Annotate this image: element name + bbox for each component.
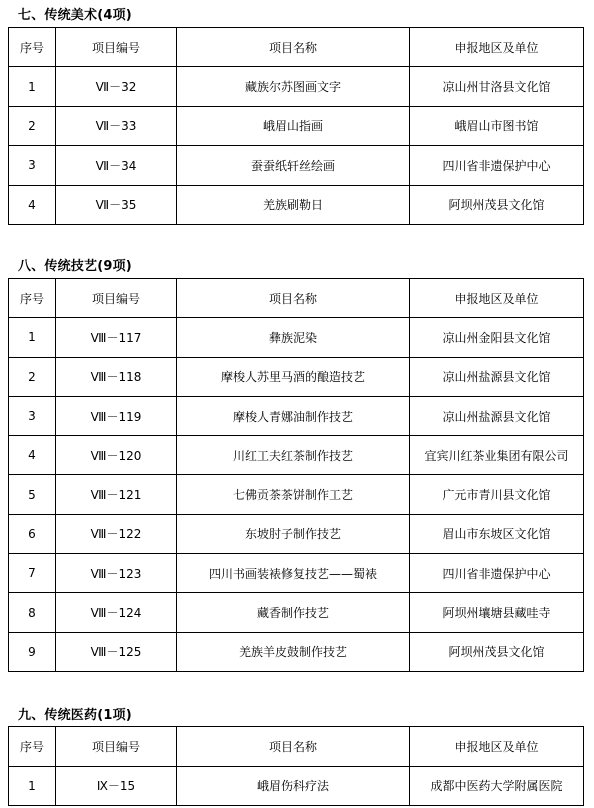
section-table	[8, 278, 584, 672]
section-title: 七、传统美术(4项)	[18, 8, 132, 23]
cell-unit: 阿坝州壤塘县藏哇寺	[410, 593, 584, 632]
cell-seq: 7	[9, 554, 56, 593]
table-header-row	[9, 279, 584, 318]
header-name: 项目名称	[177, 279, 410, 318]
table-row	[9, 514, 584, 553]
cell-code: Ⅷ－117	[56, 318, 177, 357]
cell-code: Ⅶ－32	[56, 67, 177, 106]
cell-seq: 1	[9, 766, 56, 806]
header-unit: 申报地区及单位	[410, 727, 584, 767]
table-row	[9, 146, 584, 185]
cell-code: Ⅶ－35	[56, 185, 177, 224]
cell-unit: 成都中医药大学附属医院	[410, 766, 584, 806]
cell-seq: 3	[9, 396, 56, 435]
cell-unit: 凉山州盐源县文化馆	[410, 357, 584, 396]
cell-unit: 宜宾川红茶业集团有限公司	[410, 436, 584, 475]
header-name: 项目名称	[177, 28, 410, 67]
cell-name: 川红工夫红茶制作技艺	[177, 436, 410, 475]
section-table	[8, 726, 584, 806]
section-title: 八、传统技艺(9项)	[18, 259, 132, 274]
cell-seq: 4	[9, 185, 56, 224]
header-name: 项目名称	[177, 727, 410, 767]
header-seq: 序号	[9, 28, 56, 67]
cell-code: Ⅷ－125	[56, 632, 177, 671]
cell-code: Ⅶ－33	[56, 106, 177, 145]
table-row	[9, 318, 584, 357]
cell-name: 四川书画装裱修复技艺——蜀裱	[177, 554, 410, 593]
cell-code: Ⅶ－34	[56, 146, 177, 185]
cell-seq: 2	[9, 357, 56, 396]
cell-name: 七佛贡茶茶饼制作工艺	[177, 475, 410, 514]
cell-seq: 1	[9, 318, 56, 357]
cell-name: 藏族尔苏图画文字	[177, 67, 410, 106]
cell-code: Ⅷ－118	[56, 357, 177, 396]
cell-name: 彝族泥染	[177, 318, 410, 357]
cell-unit: 眉山市东坡区文化馆	[410, 514, 584, 553]
table-header-row	[9, 28, 584, 67]
cell-unit: 凉山州甘洛县文化馆	[410, 67, 584, 106]
header-seq: 序号	[9, 279, 56, 318]
cell-seq: 9	[9, 632, 56, 671]
table-row	[9, 185, 584, 224]
cell-unit: 四川省非遗保护中心	[410, 554, 584, 593]
cell-name: 羌族羊皮鼓制作技艺	[177, 632, 410, 671]
cell-name: 藏香制作技艺	[177, 593, 410, 632]
header-seq: 序号	[9, 727, 56, 767]
cell-code: Ⅷ－119	[56, 396, 177, 435]
cell-seq: 5	[9, 475, 56, 514]
cell-seq: 2	[9, 106, 56, 145]
cell-code: Ⅷ－122	[56, 514, 177, 553]
header-code: 项目编号	[56, 28, 177, 67]
header-unit: 申报地区及单位	[410, 28, 584, 67]
cell-unit: 阿坝州茂县文化馆	[410, 632, 584, 671]
cell-unit: 凉山州盐源县文化馆	[410, 396, 584, 435]
cell-code: Ⅷ－121	[56, 475, 177, 514]
table-row	[9, 396, 584, 435]
table-row	[9, 554, 584, 593]
cell-code: Ⅷ－123	[56, 554, 177, 593]
section-title: 九、传统医药(1项)	[18, 708, 132, 723]
header-code: 项目编号	[56, 727, 177, 767]
table-row	[9, 357, 584, 396]
table-row	[9, 766, 584, 806]
table-row	[9, 67, 584, 106]
table-header-row	[9, 727, 584, 767]
header-code: 项目编号	[56, 279, 177, 318]
cell-code: Ⅷ－120	[56, 436, 177, 475]
cell-code: Ⅸ－15	[56, 766, 177, 806]
table-row	[9, 475, 584, 514]
section-table	[8, 27, 584, 225]
cell-seq: 6	[9, 514, 56, 553]
cell-name: 羌族刷勒日	[177, 185, 410, 224]
cell-code: Ⅷ－124	[56, 593, 177, 632]
cell-unit: 广元市青川县文化馆	[410, 475, 584, 514]
cell-unit: 凉山州金阳县文化馆	[410, 318, 584, 357]
table-row	[9, 593, 584, 632]
cell-unit: 峨眉山市图书馆	[410, 106, 584, 145]
cell-seq: 8	[9, 593, 56, 632]
table-row	[9, 106, 584, 145]
cell-seq: 4	[9, 436, 56, 475]
cell-name: 峨眉山指画	[177, 106, 410, 145]
table-row	[9, 632, 584, 671]
cell-seq: 1	[9, 67, 56, 106]
table-row	[9, 436, 584, 475]
cell-name: 摩梭人青娜油制作技艺	[177, 396, 410, 435]
cell-seq: 3	[9, 146, 56, 185]
cell-name: 蚕蚕纸轩丝绘画	[177, 146, 410, 185]
cell-name: 摩梭人苏里马酒的酿造技艺	[177, 357, 410, 396]
cell-unit: 四川省非遗保护中心	[410, 146, 584, 185]
cell-name: 峨眉伤科疗法	[177, 766, 410, 806]
cell-name: 东坡肘子制作技艺	[177, 514, 410, 553]
cell-unit: 阿坝州茂县文化馆	[410, 185, 584, 224]
header-unit: 申报地区及单位	[410, 279, 584, 318]
